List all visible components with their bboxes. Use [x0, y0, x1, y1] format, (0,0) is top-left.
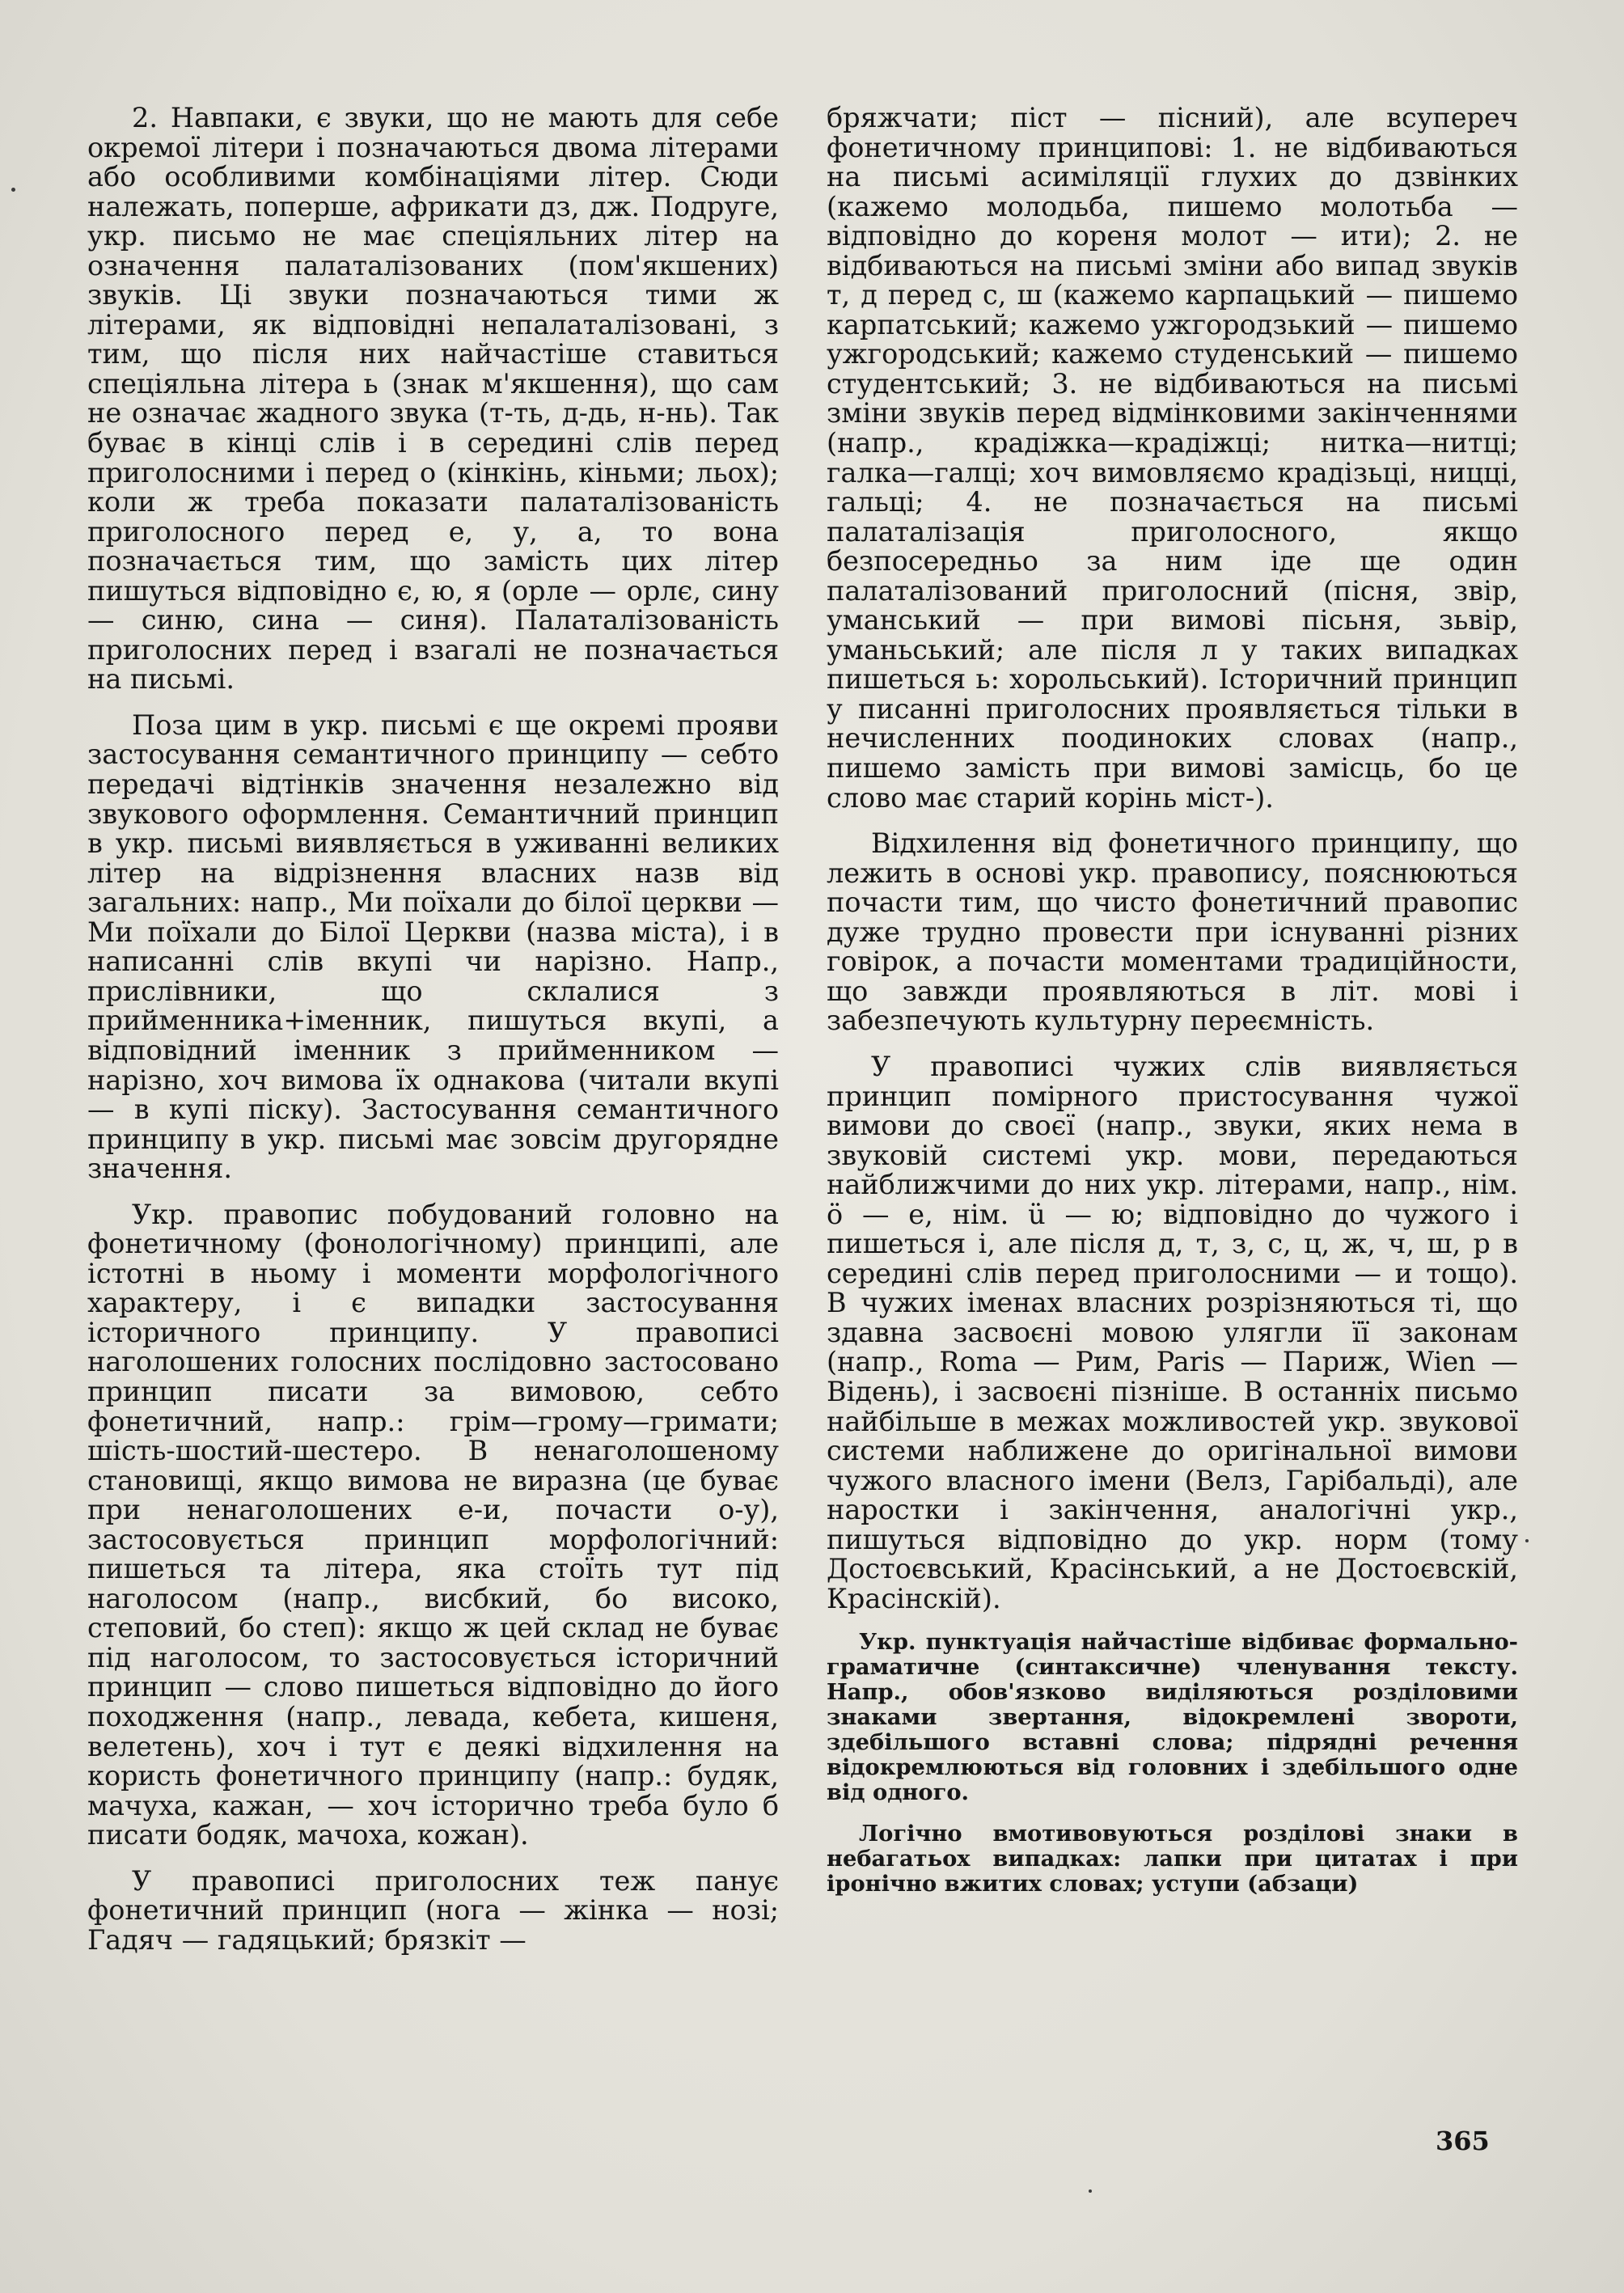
small-print-paragraph: Логічно вмотивовуються розділові знаки в небагатьох випадках: лапки при цитатах і при іронічно вжитих словах; уступи (абзаци)	[827, 1821, 1518, 1897]
paragraph: Поза цим в укр. письмі є ще окремі прояви застосування семантичного принципу — себто передачі відтінків значення незалежно від звукового оформлення. Семантичний принцип в укр. письмі виявляється в уживанні великих літер на відрізнення власних назв від загальних: напр., Ми поїхали до білої церкви — Ми поїхали до Білої Церкви (назва міста), і в написанні слів вкупі чи нарізно. Напр., прислівники, що склалися з прийменника+іменник, пишуться вкупі, а відповідний іменник з прийменником — нарізно, хоч вимова їх однакова (читали вкупі — в купі піску). Застосування семантичного принципу в укр. письмі має зовсім другорядне значення.	[87, 709, 779, 1185]
paragraph: Укр. правопис побудований головно на фонетичному (фонологічному) принципі, але істотні в ньому і моменти морфологічного характеру, і є випадки застосування історичного принципу. У правописі наголошених голосних послідовно застосовано принцип писати за вимовою, себто фонетичний, напр.: грім—грому—гримати; шість-шостий-шестеро. В ненаголошеному становищі, якщо вимова не виразна (це буває при ненаголошених е-и, почасти о-у), застосовується принцип морфологічний: пишеться та літера, яка стоїть тут під наголосом (напр., висбкий, бо високо, степовий, бо степ): якщо ж цей склад не буває під наголосом, то застосовується історичний принцип — слово пишеться відповідно до його походження (напр., левада, кебета, кишеня, велетень), хоч і тут є деякі відхилення на користь фонетичного принципу (напр.: будяк, мачуха, кажан, — хоч історично треба було б писати бодяк, мачоха, кожан).	[87, 1198, 779, 1851]
paragraph: У правописі чужих слів виявляється принцип помірного пристосування чужої вимови до своєї (напр., звуки, яких нема в звуковій системі укр. мови, передаються найближчими до них укр. літерами, напр., нім. ö — е, нім. ü — ю; відповідно до чужого і пишеться і, але після д, т, з, с, ц, ж, ч, ш, р в середині слів перед приголосними — и тощо). В чужих іменах власних розрізняються ті, що здавна засвоєні мовою улягли її законам (напр., Roma — Рим, Paris — Париж, Wien — Відень), і засвоєні пізніше. В останніх письмо найбільше в межах можливостей укр. звукової системи наближене до оригінальної вимови чужого власного імени (Велз, Гарібальді), але наростки і закінчення, аналогічні укр., пишуться відповідно до укр. норм (тому Достоєвський, Красінський, а не Достоєвскій, Красінскій).	[827, 1050, 1518, 1614]
speck-mark	[1089, 2189, 1092, 2193]
speck-mark	[1525, 1539, 1529, 1542]
paragraph: бряжчати; піст — пісний), але всупереч фонетичному принципові: 1. не відбиваються на письмі асиміляції глухих до дзвінких (кажемо молодьба, пишемо молотьба — відповідно до кореня молот — ити); 2. не відбиваються на письмі зміни або випад звуків т, д перед с, ш (кажемо карпацький — пишемо карпатський; кажемо ужгородзький — пишемо ужгородський; кажемо студенський — пишемо студентський; 3. не відбиваються на письмі зміни звуків перед відмінковими закінченнями (напр., крадіжка—крадіжці; нитка—нитці; галка—галці; хоч вимовляємо крадізьці, ниццi, гальці; 4. не позначається на письмі палаталізація приголосного, якщо безпосередньо за ним іде ще один палаталізований приголосний (пісня, звір, уманський — при вимові пісьня, зьвір, уманьський; але після л у таких випадках пишеться ь: хорольський). Історичний принцип у писанні приголосних проявляється тільки в нечисленних поодиноких словах (напр., пишемо заміcть при вимові замісць, бо це слово має старий корінь міст-).	[827, 102, 1518, 814]
page-number: 365	[1436, 2126, 1490, 2156]
paragraph: 2. Навпаки, є звуки, що не мають для себе окремої літери і позначаються двома літерами або особливими комбінаціями літер. Сюди належать, поперше, африкати дз, дж. Подруге, укр. письмо не має спеціяльних літер на означення палаталізованих (пом'якшених) звуків. Ці звуки позначаються тими ж літерами, як відповідні непалаталізовані, з тим, що після них найчастіше ставиться спеціяльна літера ь (знак м'якшення), що сам не означає жадного звука (т-ть, д-дь, н-нь). Так буває в кінці слів і в середині слів перед приголосними і перед о (кінкінь, кіньми; льох); коли ж треба показати палаталізованість приголосного перед е, у, а, то вона позначається тим, що замість цих літер пишуться відповідно є, ю, я (орле — орлє, сину — синю, сина — синя). Палаталізованість приголосних перед і взагалі не позначається на письмі.	[87, 102, 779, 696]
paragraph: Відхилення від фонетичного принципу, що лежить в основі укр. правопису, пояснюються почасти тим, що чисто фонетичний правопис дуже трудно провести при існуванні різних говірок, а почасти моментами традиційности, що завжди проявляються в літ. мові і забезпечують культурну переємність.	[827, 827, 1518, 1037]
paragraph: У правописі приголосних теж панує фонетичний принцип (нога — жінка — нозі; Гадяч — гадяцький; брязкіт —	[87, 1864, 779, 1956]
small-print-paragraph: Укр. пунктуація найчастіше відбиває формально-граматичне (синтаксичне) членування тексту. Напр., обов'язково виділяються розділовими знаками звертання, відокремлені звороти, здебільшого вставні слова; підрядні речення відокремлюються від головних і здебільшого одне від одного.	[827, 1629, 1518, 1806]
right-column	[827, 104, 1518, 1897]
left-column	[87, 104, 779, 1955]
speck-mark	[11, 188, 15, 192]
